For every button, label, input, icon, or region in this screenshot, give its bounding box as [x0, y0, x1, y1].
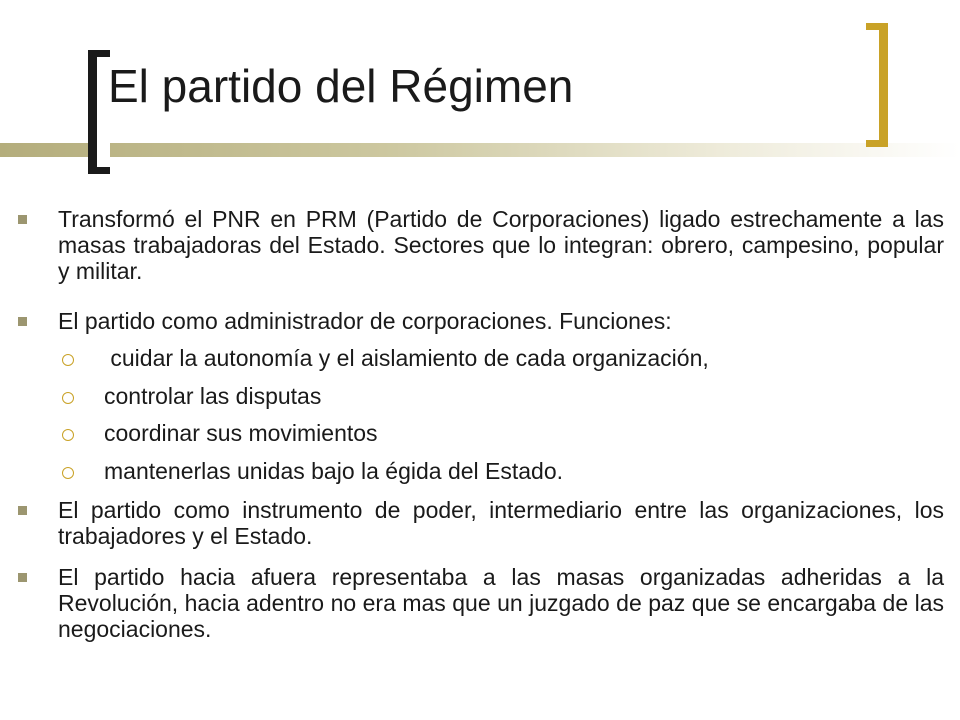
- square-bullet-icon: [18, 573, 27, 582]
- bullet-item: El partido como instrumento de poder, intermediario entre las organizaciones, los trabajadores y el Estado.: [58, 497, 944, 549]
- ring-bullet-icon: [62, 429, 74, 441]
- slide-title: El partido del Régimen: [108, 58, 581, 114]
- square-bullet-icon: [18, 215, 27, 224]
- right-bracket-decoration: [866, 23, 888, 147]
- sub-bullet-item: coordinar sus movimientos: [104, 420, 378, 446]
- ring-bullet-icon: [62, 354, 74, 366]
- sub-bullet-item: mantenerlas unidas bajo la égida del Estado.: [104, 458, 564, 484]
- bullet-item: El partido hacia afuera representaba a las masas organizadas adheridas a la Revolución, hacia adentro no era mas que un juzgado de paz que se encargaba de las negociaciones.: [58, 564, 944, 642]
- bullet-item: Transformó el PNR en PRM (Partido de Corporaciones) ligado estrechamente a las masas trabajadoras del Estado. Sectores que lo integran: obrero, campesino, popular y militar.: [58, 206, 944, 284]
- left-bracket-decoration: [88, 50, 110, 174]
- square-bullet-icon: [18, 317, 27, 326]
- ring-bullet-icon: [62, 392, 74, 404]
- sub-bullet-item: cuidar la autonomía y el aislamiento de cada organización,: [104, 345, 709, 371]
- title-gradient-band: [0, 143, 960, 157]
- sub-bullet-item: controlar las disputas: [104, 383, 322, 409]
- square-bullet-icon: [18, 506, 27, 515]
- ring-bullet-icon: [62, 467, 74, 479]
- bullet-item: El partido como administrador de corporaciones. Funciones:: [58, 308, 672, 334]
